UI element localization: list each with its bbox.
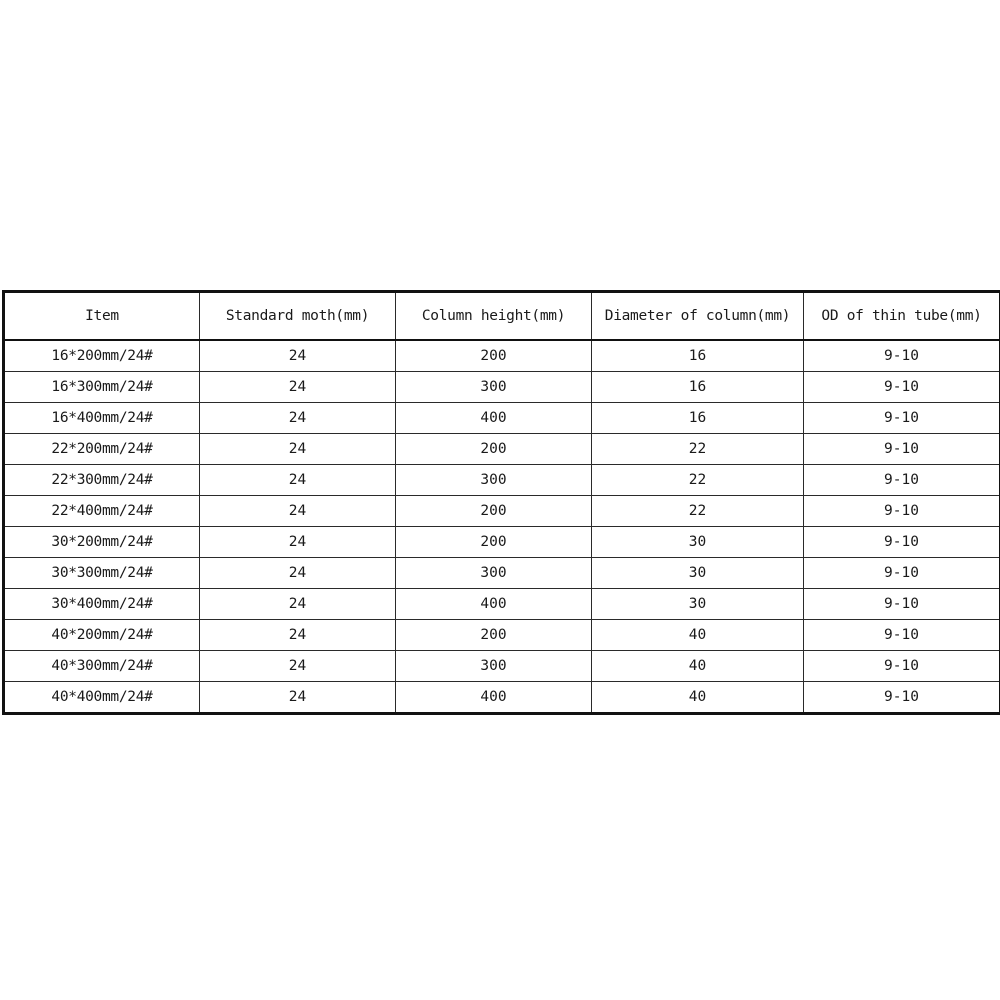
header-item: Item <box>4 292 200 341</box>
item-cell: 16*200mm/24# <box>4 340 200 372</box>
standard-mouth-cell: 24 <box>200 434 396 465</box>
table-body <box>4 340 1000 714</box>
column-height-cell: 300 <box>396 372 592 403</box>
column-diameter-cell: 16 <box>592 372 804 403</box>
header-column-diameter: Diameter of column(mm) <box>592 292 804 341</box>
item-cell: 30*200mm/24# <box>4 527 200 558</box>
item-cell: 16*400mm/24# <box>4 403 200 434</box>
item-cell: 30*400mm/24# <box>4 589 200 620</box>
standard-mouth-cell: 24 <box>200 527 396 558</box>
table-row <box>4 340 1000 372</box>
standard-mouth-cell: 24 <box>200 403 396 434</box>
header-column-height: Column height(mm) <box>396 292 592 341</box>
table-row <box>4 465 1000 496</box>
header-tube-od: OD of thin tube(mm) <box>804 292 1000 341</box>
column-height-cell: 200 <box>396 340 592 372</box>
column-height-cell: 200 <box>396 434 592 465</box>
standard-mouth-cell: 24 <box>200 651 396 682</box>
column-diameter-cell: 40 <box>592 651 804 682</box>
table-row <box>4 434 1000 465</box>
item-cell: 40*400mm/24# <box>4 682 200 714</box>
item-cell: 22*200mm/24# <box>4 434 200 465</box>
item-cell: 40*200mm/24# <box>4 620 200 651</box>
standard-mouth-cell: 24 <box>200 589 396 620</box>
item-cell: 40*300mm/24# <box>4 651 200 682</box>
table-row <box>4 558 1000 589</box>
column-diameter-cell: 22 <box>592 496 804 527</box>
tube-od-cell: 9-10 <box>804 651 1000 682</box>
table-row <box>4 589 1000 620</box>
column-height-cell: 300 <box>396 558 592 589</box>
header-row <box>4 292 1000 341</box>
standard-mouth-cell: 24 <box>200 496 396 527</box>
tube-od-cell: 9-10 <box>804 527 1000 558</box>
standard-mouth-cell: 24 <box>200 372 396 403</box>
table-row <box>4 682 1000 714</box>
table-row <box>4 527 1000 558</box>
column-height-cell: 200 <box>396 620 592 651</box>
column-height-cell: 300 <box>396 465 592 496</box>
column-diameter-cell: 40 <box>592 682 804 714</box>
tube-od-cell: 9-10 <box>804 434 1000 465</box>
tube-od-cell: 9-10 <box>804 465 1000 496</box>
item-cell: 30*300mm/24# <box>4 558 200 589</box>
item-cell: 16*300mm/24# <box>4 372 200 403</box>
tube-od-cell: 9-10 <box>804 496 1000 527</box>
column-diameter-cell: 22 <box>592 434 804 465</box>
column-diameter-cell: 30 <box>592 527 804 558</box>
tube-od-cell: 9-10 <box>804 558 1000 589</box>
tube-od-cell: 9-10 <box>804 589 1000 620</box>
table-row <box>4 620 1000 651</box>
column-height-cell: 300 <box>396 651 592 682</box>
table-row <box>4 403 1000 434</box>
standard-mouth-cell: 24 <box>200 620 396 651</box>
column-height-cell: 200 <box>396 527 592 558</box>
spec-table <box>2 290 1000 715</box>
standard-mouth-cell: 24 <box>200 682 396 714</box>
table-row <box>4 651 1000 682</box>
column-diameter-cell: 16 <box>592 403 804 434</box>
standard-mouth-cell: 24 <box>200 558 396 589</box>
tube-od-cell: 9-10 <box>804 372 1000 403</box>
column-height-cell: 400 <box>396 682 592 714</box>
standard-mouth-cell: 24 <box>200 465 396 496</box>
header-standard-mouth: Standard moth(mm) <box>200 292 396 341</box>
column-height-cell: 400 <box>396 589 592 620</box>
item-cell: 22*400mm/24# <box>4 496 200 527</box>
column-height-cell: 200 <box>396 496 592 527</box>
tube-od-cell: 9-10 <box>804 403 1000 434</box>
column-diameter-cell: 22 <box>592 465 804 496</box>
tube-od-cell: 9-10 <box>804 340 1000 372</box>
column-diameter-cell: 30 <box>592 558 804 589</box>
standard-mouth-cell: 24 <box>200 340 396 372</box>
column-height-cell: 400 <box>396 403 592 434</box>
column-diameter-cell: 30 <box>592 589 804 620</box>
column-diameter-cell: 16 <box>592 340 804 372</box>
column-diameter-cell: 40 <box>592 620 804 651</box>
table-row <box>4 372 1000 403</box>
table-row <box>4 496 1000 527</box>
item-cell: 22*300mm/24# <box>4 465 200 496</box>
tube-od-cell: 9-10 <box>804 682 1000 714</box>
tube-od-cell: 9-10 <box>804 620 1000 651</box>
